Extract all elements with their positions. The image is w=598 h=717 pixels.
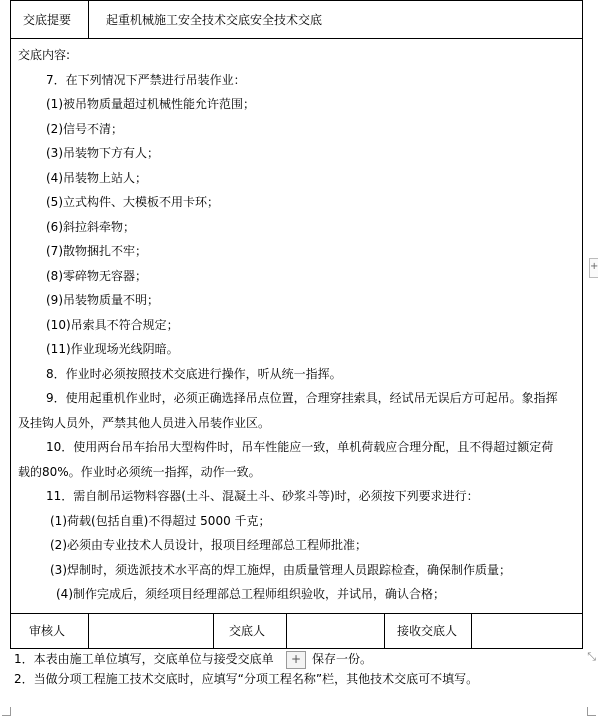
header-value[interactable]: 起重机械施工安全技术交底安全技术交底 xyxy=(106,13,323,27)
receiver-label: 接收交底人 xyxy=(397,624,458,638)
sig-col-divider-5 xyxy=(471,613,472,649)
content-line: 10．使用两台吊车抬吊大型构件时，吊车性能应一致，单机荷载应合理分配，且不得超过额定荷 xyxy=(46,440,554,454)
resize-handle-icon[interactable]: ⤡ xyxy=(587,650,596,663)
sig-col-divider-1 xyxy=(88,613,89,649)
footnote-1: 1．本表由施工单位填写，交底单位与接受交底单 xyxy=(14,652,274,666)
content-line: 及挂钩人员外，严禁其他人员进入吊装作业区。 xyxy=(18,416,271,430)
content-line: 9．使用起重机作业时，必须正确选择吊点位置，合理穿挂索具，经试吊无误后方可起吊。象指挥 xyxy=(46,391,558,405)
content-line: (1)荷载(包括自重)不得超过 5000 千克； xyxy=(50,514,271,528)
discloser-label: 交底人 xyxy=(229,624,266,638)
content-line: (5)立式构件、大模板不用卡环； xyxy=(46,195,219,209)
content-line: (7)散物捆扎不牢； xyxy=(46,244,147,258)
footnote-2: 2．当做分项工程施工技术交底时，应填写“分项工程名称”栏，其他技术交底可不填写。 xyxy=(14,672,479,686)
content-line: (2)信号不清； xyxy=(46,122,123,136)
page-corner-mark xyxy=(2,707,11,716)
content-line: 载的80%。作业时必须统一指挥，动作一致。 xyxy=(18,465,261,479)
content-line: (4)制作完成后，须经项目经理部总工程师组织验收，并试吊，确认合格； xyxy=(56,587,446,601)
content-line: (2)必须由专业技术人员设计，报项目经理部总工程师批准； xyxy=(50,538,368,552)
sig-col-divider-2 xyxy=(213,613,214,649)
page-corner-mark xyxy=(587,707,596,716)
content-line: (1)被吊物质量超过机械性能允许范围； xyxy=(46,97,255,111)
content-title: 交底内容: xyxy=(18,48,71,62)
content-line: 8．作业时必须按照技术交底进行操作，听从统一指挥。 xyxy=(46,367,342,381)
content-line: (8)零碎物无容器； xyxy=(46,269,147,283)
content-line: (3)吊装物下方有人； xyxy=(46,146,159,160)
content-line: (4)吊装物上站人； xyxy=(46,171,147,185)
header-row-divider xyxy=(10,38,583,39)
side-add-icon[interactable]: + xyxy=(589,258,598,278)
signature-row-divider xyxy=(10,613,583,614)
content-line: (3)焊制时，须选派技术水平高的焊工施焊，由质量管理人员跟踪检查，确保制作质量； xyxy=(50,563,512,577)
content-line: (11)作业现场光线阴暗。 xyxy=(46,342,179,356)
content-line: (10)吊索具不符合规定； xyxy=(46,318,179,332)
content-line: (6)斜拉斜牵物； xyxy=(46,220,135,234)
content-line: (9)吊装物质量不明； xyxy=(46,293,159,307)
sig-col-divider-3 xyxy=(286,613,287,649)
header-label: 交底提要 xyxy=(23,13,72,27)
reviewer-label: 审核人 xyxy=(29,624,66,638)
footnote-1-tail: 保存一份。 xyxy=(312,652,373,666)
sig-col-divider-4 xyxy=(384,613,385,649)
content-line: 7．在下列情况下严禁进行吊装作业： xyxy=(46,73,246,87)
add-row-button[interactable]: + xyxy=(286,651,306,669)
content-line: 11．需自制吊运物料容器(土斗、混凝土斗、砂浆斗等)时，必须按下列要求进行： xyxy=(46,489,479,503)
disclosure-form-table xyxy=(10,0,583,649)
header-col-divider xyxy=(88,0,89,38)
